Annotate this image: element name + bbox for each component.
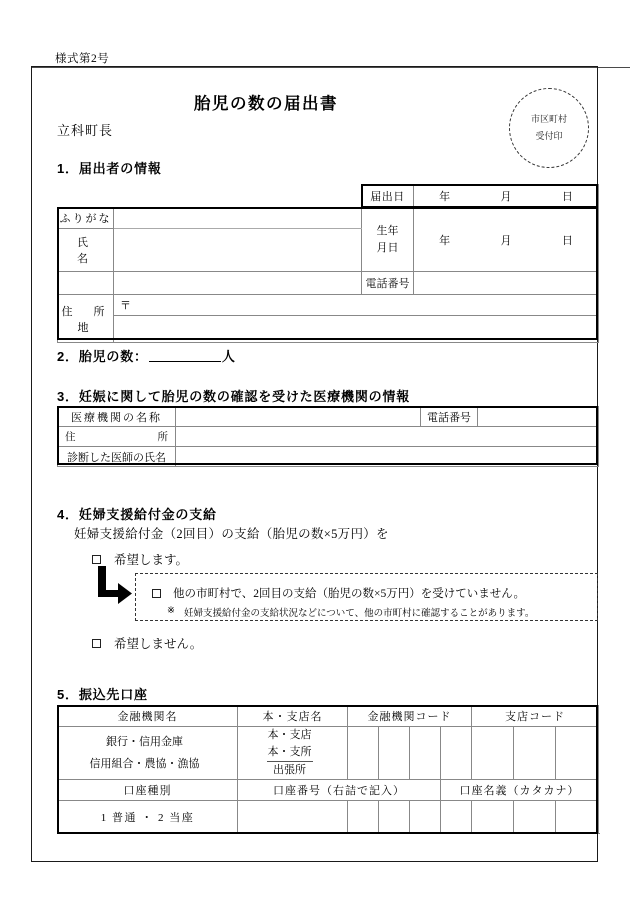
notify-date-value[interactable] [414, 185, 599, 208]
benefit-request-yes-label: 希望します。 [114, 553, 189, 567]
checkbox-icon[interactable] [92, 639, 101, 648]
name-input[interactable] [114, 229, 362, 272]
doctor-name-input[interactable] [176, 447, 599, 467]
table-row [58, 316, 599, 343]
account-type-value[interactable]: 1 普通 ・ 2 当座 [58, 801, 238, 834]
birth-label-line1: 生年 [376, 225, 399, 237]
table-row [58, 427, 599, 447]
day-unit: 日 [561, 191, 573, 203]
tel-label: 電話番号 [362, 272, 414, 295]
furigana-label: ふりがな [58, 208, 114, 229]
address-label: 住 所 地 [58, 295, 114, 343]
address-input[interactable] [114, 316, 599, 343]
table-row [58, 272, 599, 295]
table-row [58, 727, 599, 780]
section-2-line [57, 346, 236, 365]
section-5-heading: 5．振込先口座 [57, 687, 148, 702]
section-1-heading: 1．届出者の情報 [57, 161, 162, 176]
condition-note [167, 605, 534, 619]
doctor-name-label: 診断した医師の氏名 [58, 447, 176, 467]
table-row [58, 208, 599, 229]
bank-code-cell[interactable] [348, 727, 379, 780]
table-row [58, 407, 599, 427]
page-title: 胎児の数の届出書 [194, 95, 338, 113]
branch-kind-line-1: 本・支店 [267, 729, 312, 741]
benefit-request-no-option[interactable] [92, 634, 202, 652]
bank-name-header: 金融機関名 [58, 706, 238, 727]
branch-name-header: 本・支店名 [238, 706, 348, 727]
applicant-table [57, 207, 599, 343]
account-number-cell[interactable] [472, 801, 514, 834]
year-unit: 年 [439, 234, 451, 247]
medical-address-input[interactable] [176, 427, 599, 447]
month-unit: 月 [500, 234, 512, 247]
branch-code-cell[interactable] [556, 727, 599, 780]
no-other-city-label: 他の市町村で、2回目の支給（胎児の数×5万円）を受けていません。 [173, 588, 525, 600]
medical-institution-table [57, 406, 599, 467]
table-row [58, 447, 599, 467]
section-4-lead-text: 妊婦支援給付金（2回目）の支給（胎児の数×5万円）を [74, 527, 389, 541]
note-text: 妊婦支援給付金の支給状況などについて、他の市町村に確認することがあります。 [183, 609, 535, 619]
account-number-cell[interactable] [410, 801, 441, 834]
birthdate-value[interactable] [414, 208, 599, 272]
bank-account-table [57, 705, 599, 834]
medical-address-label [58, 427, 176, 447]
form-body [31, 66, 598, 862]
medical-name-label: 医療機関の名称 [58, 407, 176, 427]
birthdate-label [362, 208, 414, 272]
table-row [58, 780, 599, 801]
arrow-icon [93, 566, 133, 608]
section-2-label: 2．胎児の数： [57, 349, 148, 364]
bank-name-input[interactable] [58, 727, 238, 780]
branch-kind-line-3: 出張所 [273, 764, 306, 777]
bank-code-header: 金融機関コード [348, 706, 472, 727]
fetus-count-unit: 人 [221, 349, 236, 364]
tel-input[interactable] [414, 272, 599, 295]
section-4-heading: 4．妊婦支援給付金の支給 [57, 507, 217, 522]
receipt-stamp-circle [509, 88, 589, 168]
medical-tel-label: 電話番号 [421, 407, 478, 427]
fetus-count-input[interactable] [149, 361, 221, 362]
table-row [362, 185, 599, 208]
notify-date-label: 届出日 [362, 185, 414, 208]
addressee: 立科町長 [57, 123, 114, 138]
bank-code-cell[interactable] [410, 727, 441, 780]
branch-code-cell[interactable] [514, 727, 556, 780]
table-row [58, 706, 599, 727]
postal-mark-icon: 〒 [120, 300, 131, 312]
benefit-request-no-label: 希望しません。 [114, 637, 203, 651]
address-label-right: 所 [157, 432, 168, 443]
note-mark-icon: ※ [167, 606, 175, 616]
stamp-line-2: 受付印 [535, 131, 563, 141]
notify-date-table [361, 184, 599, 208]
account-holder-header: 口座名義（カタカナ） [441, 780, 599, 801]
account-type-header: 口座種別 [58, 780, 238, 801]
account-holder-input[interactable] [556, 801, 599, 834]
address-label-left: 住 [65, 432, 76, 443]
name-label: 氏 名 [58, 229, 114, 272]
section-3-heading: 3．妊娠に関して胎児の数の確認を受けた医療機関の情報 [57, 389, 411, 404]
bank-code-cell[interactable] [379, 727, 410, 780]
table-row [58, 295, 599, 316]
account-number-cell[interactable] [379, 801, 410, 834]
branch-name-input[interactable] [238, 727, 348, 780]
nested-condition-box [135, 573, 598, 621]
checkbox-icon[interactable] [152, 589, 161, 598]
medical-tel-input[interactable] [478, 407, 599, 427]
furigana-input[interactable] [114, 208, 362, 229]
day-unit: 日 [561, 234, 573, 247]
bank-code-cell[interactable] [441, 727, 472, 780]
account-number-header: 口座番号（右詰で記入） [238, 780, 441, 801]
branch-code-cell[interactable] [472, 727, 514, 780]
form-number: 様式第2号 [55, 53, 110, 65]
checkbox-icon[interactable] [92, 555, 101, 564]
bank-kind-line-2: 信用組合・農協・漁協 [89, 758, 200, 771]
month-unit: 月 [500, 191, 512, 203]
stamp-line-1: 市区町村 [530, 113, 567, 124]
no-other-city-option[interactable] [152, 585, 525, 601]
branch-kind-line-2: 本・支所 [238, 744, 341, 762]
postal-code-input[interactable] [114, 295, 599, 316]
account-number-cell[interactable] [514, 801, 556, 834]
branch-code-header: 支店コード [472, 706, 599, 727]
birth-label-line2: 月日 [376, 241, 399, 254]
year-unit: 年 [439, 191, 451, 203]
account-number-cell[interactable] [441, 801, 472, 834]
account-number-cell[interactable] [348, 801, 379, 834]
account-number-cell[interactable] [238, 801, 348, 834]
bank-kind-line-1: 銀行・信用金庫 [106, 736, 183, 749]
medical-name-input[interactable] [176, 407, 421, 427]
table-row [58, 801, 599, 834]
